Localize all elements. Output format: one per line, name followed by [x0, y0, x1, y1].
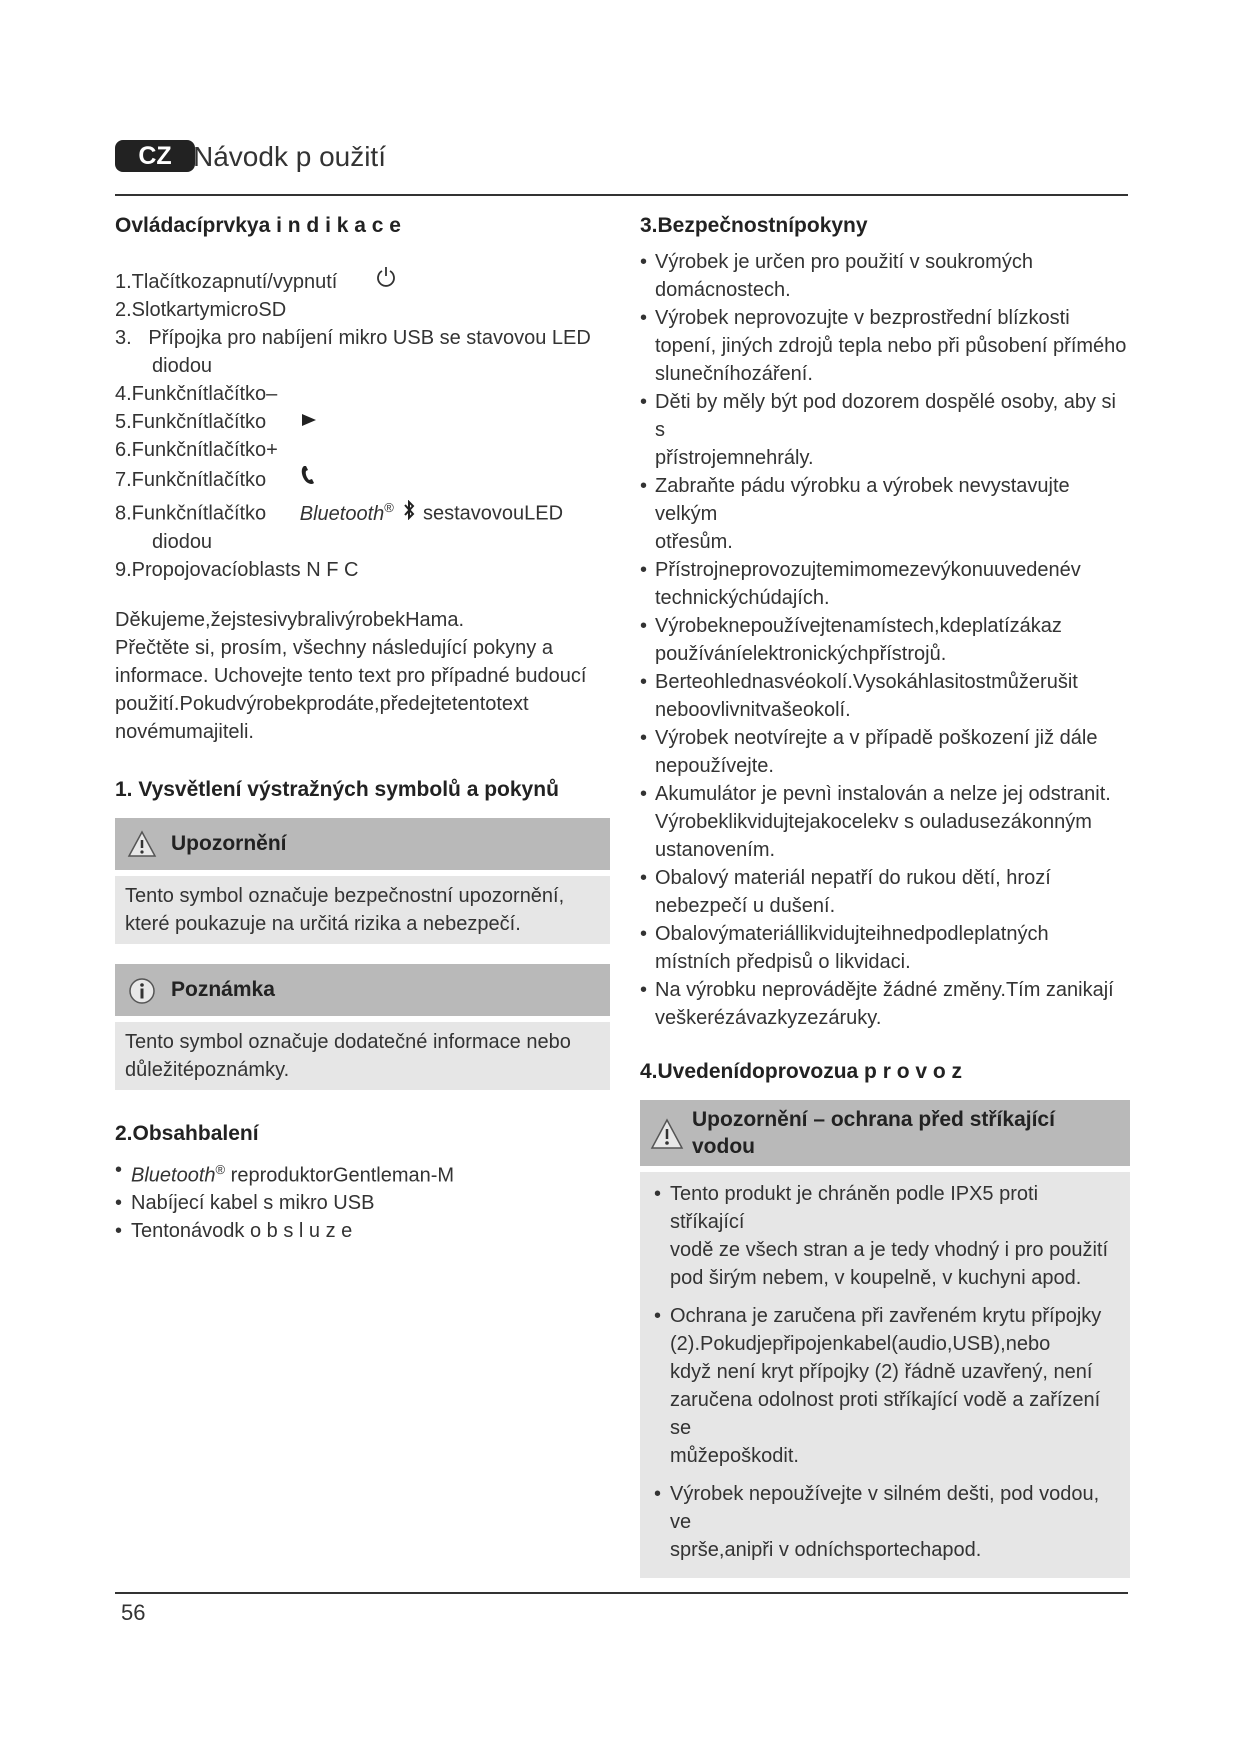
list-item: • Obalový materiál nepatří do rukou dětí, hrozí nebezpečí u dušení. — [640, 864, 1130, 920]
power-icon — [373, 266, 399, 296]
warning-icon — [127, 830, 157, 858]
right-column — [640, 212, 1130, 1578]
list-item: • Tentonávodk o b s l u z e — [115, 1217, 610, 1245]
list-item: 7.Funkčnítlačítko — [115, 464, 610, 494]
phone-icon — [296, 464, 322, 494]
list-item: • Na výrobku neprovádějte žádné změny.Tím zanikají veškerézávazkyzezáruky. — [640, 976, 1130, 1032]
controls-list — [115, 266, 610, 584]
info-icon — [127, 976, 157, 1004]
page-number: 56 — [121, 1600, 146, 1625]
section1-heading: 1. Vysvětlení výstražných symbolů a pokynů — [115, 777, 559, 801]
list-item: • Přístrojneprovozujtemimomezevýkonuuvedenév technickýchúdajích. — [640, 556, 1130, 612]
left-column — [115, 212, 610, 1245]
list-item: 9.Propojovacíoblasts N F C — [115, 558, 359, 581]
list-item: 5.Funkčnítlačítko — [115, 408, 610, 436]
list-item: • Berteohlednasvéokolí.Vysokáhlasitostmůžerušit neboovlivnitvašeokolí. — [640, 668, 1130, 724]
list-item: • Ochrana je zaručena při zavřeném krytu přípojky (2).Pokudjepřipojenkabel(audio,USB),nebo když není kryt přípojky (2) řádně uzavřený, není zaručena odolnost proti stříkající vodě a zařízení se můžepoškodit. — [654, 1302, 1116, 1470]
list-item: 6.Funkčnítlačítko+ — [115, 439, 278, 461]
list-item: • Výrobek je určen pro použití v soukromých domácnostech. — [640, 248, 1130, 304]
warning-icon — [650, 1118, 684, 1150]
list-item: • Obalovýmateriállikvidujteihnedpodleplatných místních předpisů o likvidaci. — [640, 920, 1130, 976]
safety-list — [640, 248, 1130, 1032]
list-item: 1.Tlačítkozapnutí/vypnutí — [115, 266, 610, 296]
list-item: • Zabraňte pádu výrobku a výrobek nevystavujte velkým otřesům. — [640, 472, 1130, 556]
splash-warning-header: Upozornění – ochrana před stříkající vodou — [640, 1100, 1130, 1166]
list-item: • Nabíjecí kabel s mikro USB — [115, 1189, 610, 1217]
list-item: • Tento produkt je chráněn podle IPX5 proti stříkající vodě ze všech stran a je tedy vhodný i pro použití pod širým nebem, v koupelně, v kuchyni apod. — [654, 1180, 1116, 1292]
note-box-header: Poznámka — [115, 964, 610, 1016]
section3-heading: 3.Bezpečnostnípokyny — [640, 214, 868, 237]
bluetooth-word: Bluetooth — [299, 502, 385, 525]
list-item: • Děti by měly být pod dozorem dospělé osoby, aby si s přístrojemnehrály. — [640, 388, 1130, 472]
warning-box-body: Tento symbol označuje bezpečnostní upozornění, které poukazuje na určitá rizika a nebezpečí. — [115, 876, 610, 944]
section4-heading: 4.Uvedenídoprovozua p r o v o z — [640, 1060, 963, 1083]
list-item: • Výrobeknepoužívejtenamístech,kdeplatízákaz používáníelektronickýchpřístrojů. — [640, 612, 1130, 668]
splash-warning-body — [640, 1172, 1130, 1578]
list-item: 3. Přípojka pro nabíjení mikro USB se stavovou LED diodou — [115, 327, 591, 377]
package-list — [115, 1156, 610, 1246]
footer-divider — [115, 1592, 1128, 1594]
list-item: • Akumulátor je pevnì instalován a nelze jej odstranit. Výrobeklikvidujtejakocelekv s ouladusezákonným ustanovením. — [640, 780, 1130, 864]
section2-heading: 2.Obsahbalení — [115, 1121, 259, 1145]
list-item: 2.SlotkartymicroSD — [115, 299, 287, 321]
list-item: • Výrobek neotvírejte a v případě poškození již dále nepoužívejte. — [640, 724, 1130, 780]
bluetooth-icon — [403, 500, 417, 528]
list-item: • Výrobek nepoužívejte v silném dešti, pod vodou, ve sprše,anipři v odníchsportechapod. — [654, 1480, 1116, 1564]
play-icon — [296, 408, 322, 436]
intro-paragraph: Děkujeme,žejstesivybralivýrobekHama. Přečtěte si, prosím, všechny následující pokyny a informace. Uchovejte tento text pro případné budoucí použití.Pokudvýrobekprodáte,předejtetentotext novémumajiteli. — [115, 608, 587, 743]
page-header — [115, 140, 1128, 196]
warning-box-header: Upozornění — [115, 818, 610, 870]
note-box-body: Tento symbol označuje dodatečné informace nebo důležitépoznámky. — [115, 1022, 610, 1090]
list-item: • Bluetooth® reproduktorGentleman-M — [115, 1156, 610, 1190]
list-item: 8.Funkčnítlačítko Bluetooth® sestavovouLED diodou — [115, 500, 564, 553]
controls-heading: Ovládacíprvkya i n d i k a c e — [115, 214, 401, 237]
list-item: 4.Funkčnítlačítko– — [115, 383, 278, 405]
document-title: Návodk p oužití — [193, 141, 386, 172]
list-item: • Výrobek neprovozujte v bezprostřední blízkosti topení, jiných zdrojů tepla nebo při působení přímého slunečníhozáření. — [640, 304, 1130, 388]
language-badge: CZ — [115, 140, 195, 172]
